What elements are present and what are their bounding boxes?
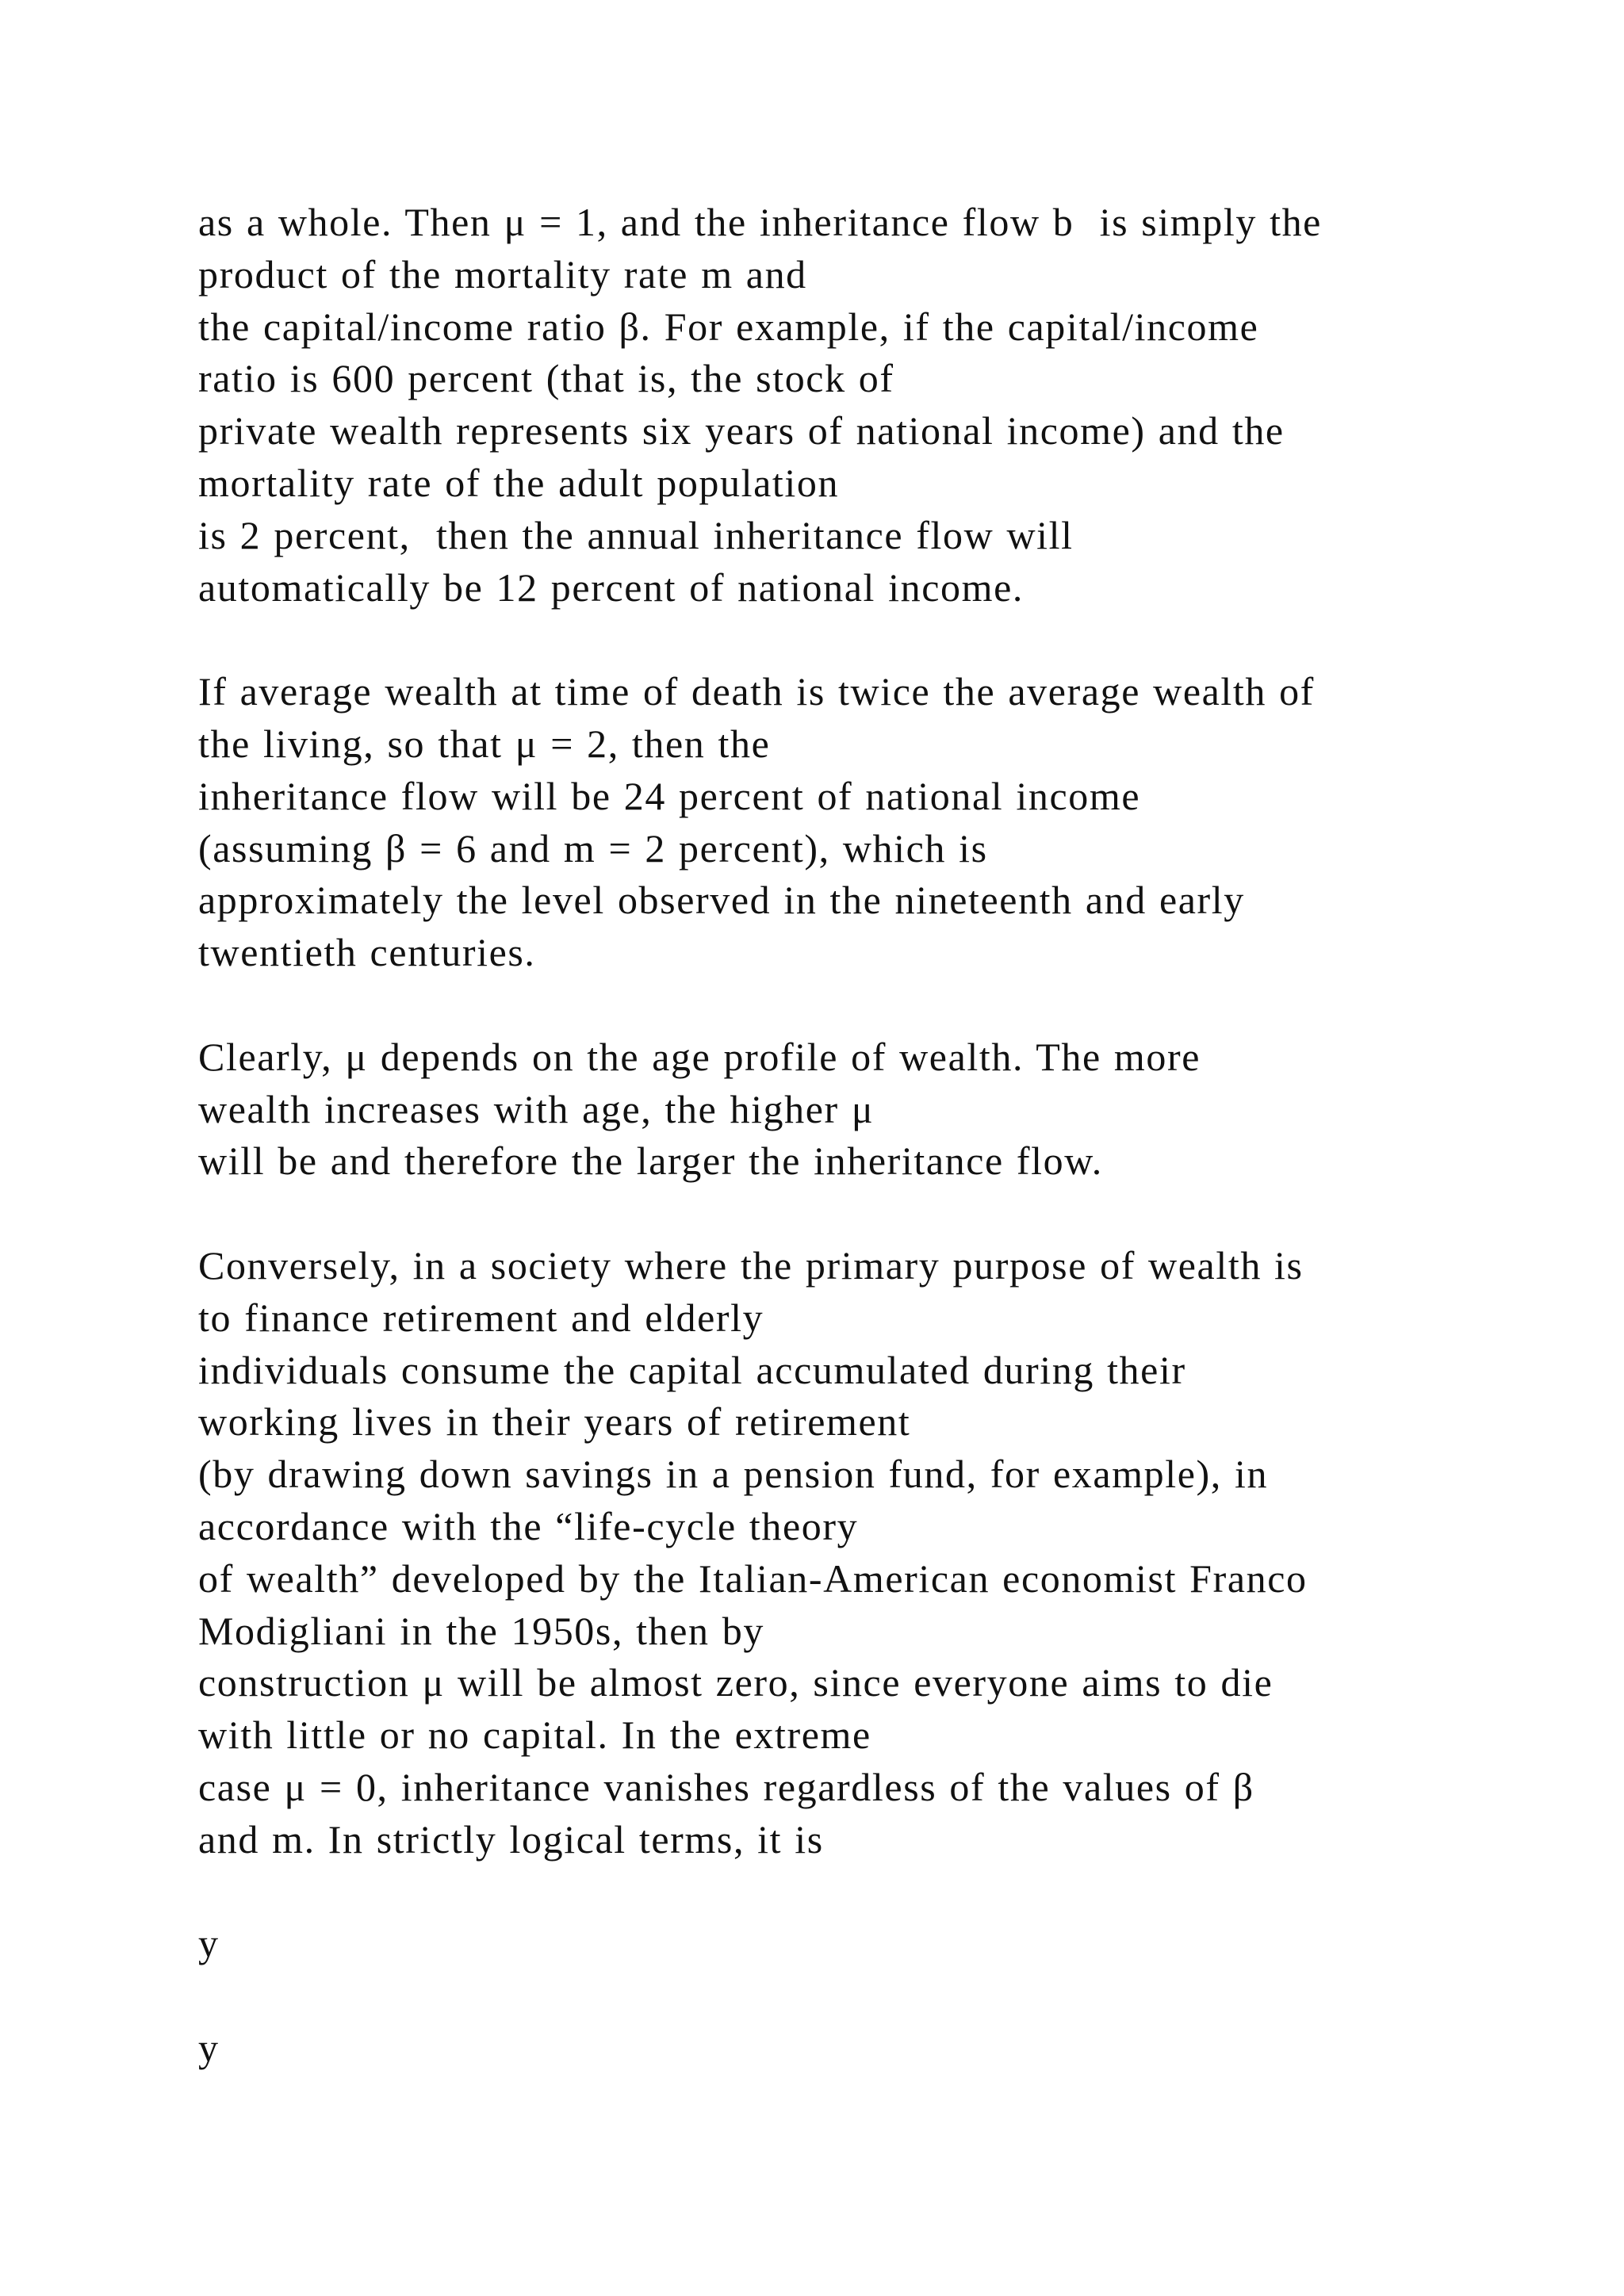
paragraph-2 (198, 666, 1546, 979)
paragraph-1 (198, 197, 1546, 614)
trailing-fragment: y (198, 2025, 220, 2070)
text-line: to finance retirement and elderly (198, 1295, 764, 1340)
text-line: and m. In strictly logical terms, it is (198, 1816, 824, 1862)
text-line: with little or no capital. In the extreme (198, 1712, 871, 1758)
text-line: automatically be 12 percent of national income. (198, 564, 1025, 610)
text-line: twentieth centuries. (198, 930, 536, 975)
text-line: of wealth” developed by the Italian-American economist Franco (198, 1556, 1308, 1601)
paragraph-4 (198, 1240, 1546, 1866)
text-line: the capital/income ratio β. For example, if the capital/income (198, 304, 1259, 349)
text-line: inheritance flow will be 24 percent of national income (198, 773, 1141, 818)
text-line: case μ = 0, inheritance vanishes regardless of the values of β (198, 1764, 1254, 1809)
text-line: individuals consume the capital accumulated during their (198, 1347, 1186, 1392)
text-line: construction μ will be almost zero, since everyone aims to die (198, 1660, 1274, 1705)
text-line: accordance with the “life-cycle theory (198, 1503, 859, 1548)
text-line: Clearly, μ depends on the age profile of wealth. The more (198, 1034, 1201, 1079)
text-line: is 2 percent, then the annual inheritance flow will (198, 512, 1074, 557)
text-line: private wealth represents six years of national income) and the (198, 408, 1285, 453)
document-body (198, 197, 1546, 2126)
text-line: approximately the level observed in the nineteenth and early (198, 878, 1245, 923)
text-line: as a whole. Then μ = 1, and the inheritance flow b is simply the (198, 200, 1322, 244)
text-line: mortality rate of the adult population (198, 460, 840, 505)
text-line: wealth increases with age, the higher μ (198, 1086, 875, 1131)
text-line: ratio is 600 percent (that is, the stock of (198, 356, 894, 401)
text-line: Modigliani in the 1950s, then by (198, 1608, 764, 1653)
text-line: will be and therefore the larger the inheritance flow. (198, 1138, 1103, 1184)
text-line: Conversely, in a society where the primary purpose of wealth is (198, 1242, 1304, 1288)
text-line: working lives in their years of retirement (198, 1399, 911, 1445)
text-line: (by drawing down savings in a pension fund, for example), in (198, 1452, 1269, 1497)
text-line: product of the mortality rate m and (198, 251, 807, 297)
text-line: If average wealth at time of death is twice the average wealth of (198, 669, 1315, 714)
text-line: (assuming β = 6 and m = 2 percent), which is (198, 825, 988, 871)
paragraph-3 (198, 1031, 1546, 1188)
text-line: the living, so that μ = 2, then the (198, 721, 771, 766)
trailing-fragment: y (198, 1921, 220, 1966)
